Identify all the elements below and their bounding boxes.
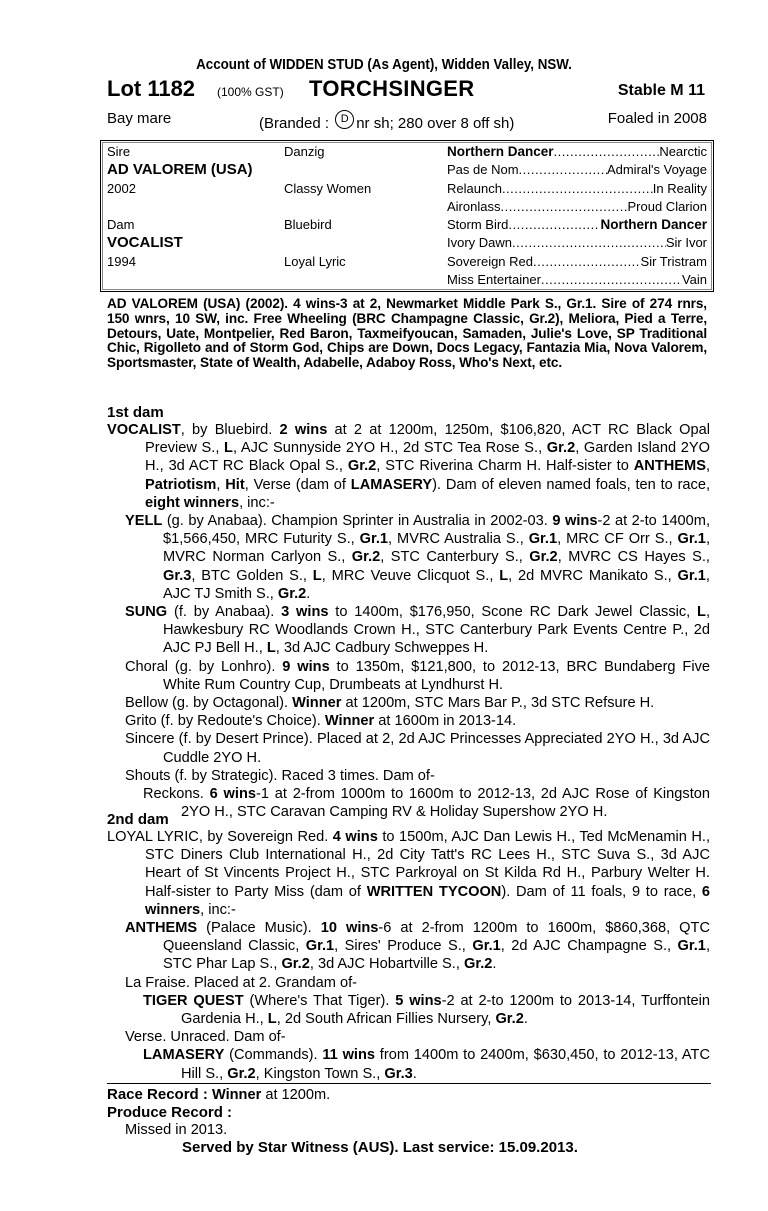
entry-text: , MRC CF Orr S., — [557, 531, 678, 548]
entry-highlight: TIGER QUEST — [143, 992, 244, 1009]
entry-text: , STC Riverina Charm H. Half-sister to — [376, 458, 634, 475]
entry-text: . — [523, 1011, 528, 1028]
entry-highlight: 10 wins — [320, 920, 379, 937]
entry-text: Sincere (f. by Desert Prince). Placed at 2, 2d AJC Princesses Appreciated 2YO H., 3d AJC Cuddle 2YO H. — [125, 731, 710, 766]
entry-highlight: L — [697, 604, 706, 621]
sire-year: 2002 — [107, 180, 136, 196]
entry-highlight: Gr.2 — [546, 440, 576, 457]
entry-highlight: SUNG — [125, 604, 168, 621]
entry-text: . — [492, 956, 497, 973]
entry-text: ). Dam of eleven named foals, ten to race, — [432, 476, 711, 493]
entry-highlight: Patriotism — [145, 476, 217, 493]
pedigree-row — [447, 198, 707, 216]
great-great-grandsire-name: Nearctic — [659, 144, 707, 159]
grandparent-name: Classy Women — [284, 180, 372, 196]
foaled-year: Foaled in 2008 — [607, 110, 707, 127]
entry-highlight: Gr.3 — [384, 1065, 413, 1082]
entry-text: (Where's That Tiger). — [243, 992, 396, 1009]
entry-text: from 1400m to 2400m, $630,450, to 2012-13, ATC Hill S., — [181, 1047, 710, 1082]
entry-text: , Sires' Produce S., — [334, 938, 473, 955]
entry-text: ). Dam of 11 foals, 9 to race, — [501, 883, 702, 900]
entry-highlight: 2 wins — [279, 422, 328, 438]
first-dam-section — [107, 404, 710, 821]
entry-text: , — [705, 458, 710, 475]
entry-highlight: Winner — [324, 713, 375, 730]
entry-text: -1 at 2-from 1000m to 1600m to 2012-13, 2d AJC Rose of Kingston 2YO H., STC Caravan Camping RV & Holiday Supershow 2YO H. — [181, 786, 710, 821]
entry-highlight: Gr.2 — [529, 549, 558, 566]
dam-year: 1994 — [107, 253, 136, 269]
entry-text: (f. by Anabaa). — [167, 604, 282, 621]
grandparent-name: Danzig — [284, 144, 325, 159]
entry-text: Verse. Unraced. Dam of- — [125, 1029, 286, 1046]
entry-text: , MVRC Australia S., — [388, 531, 529, 548]
pedigree-entry — [107, 828, 710, 919]
dot-leader — [508, 216, 600, 234]
entry-highlight: 6 winners — [145, 883, 710, 918]
horse-name: TORCHSINGER — [309, 76, 475, 101]
pedigree-table — [100, 140, 714, 292]
entry-text: , 2d MVRC Manikato S., — [508, 567, 678, 584]
pedigree-entry — [125, 712, 710, 730]
entry-text: (g. by Anabaa). Champion Sprinter in Australia in 2002-03. — [162, 513, 553, 530]
great-great-grandsire-name: Admiral's Voyage — [606, 162, 707, 178]
entry-text: to 1500m, AJC Dan Lewis H., Ted McMenamin H., STC Diners Club International H., 2d City Tatt's RC Lees H., STC Suva S., 3d AJC Heart of St Vincents Project H., STC Parkroyal on St Kilda Rd H., Parbury Welter H. Half-sister to Party Miss (dam of — [145, 829, 710, 900]
pedigree-entry — [125, 919, 710, 974]
pedigree-entry — [125, 767, 710, 785]
pedigree-row — [447, 253, 707, 271]
entry-highlight: Gr.2 — [277, 585, 307, 602]
entry-highlight: L — [499, 567, 509, 584]
entry-text: , MVRC Norman Carlyon S., — [163, 531, 710, 566]
pedigree-entry — [107, 421, 710, 512]
entry-text: , STC Phar Lap S., — [163, 938, 710, 973]
pedigree-row — [447, 161, 707, 179]
entry-highlight: L — [224, 440, 233, 457]
pedigree-entry — [143, 1046, 710, 1082]
entry-highlight: Gr.1 — [677, 938, 706, 955]
entry-highlight: Gr.1 — [677, 567, 706, 584]
entry-text: (Palace Music). — [197, 920, 321, 937]
grandparent-name — [284, 161, 444, 179]
pedigree-row — [447, 143, 707, 161]
pedigree-entry — [125, 603, 710, 658]
pedigree-row — [447, 234, 707, 252]
entry-text: , AJC Sunnyside 2YO H., 2d STC Tea Rose S., — [232, 440, 547, 457]
entry-text: , Hawkesbury RC Woodlands Crown H., STC Canterbury Park Events Centre P., 2d AJC PJ Bell H., — [163, 604, 710, 657]
entry-highlight: Gr.1 — [359, 531, 389, 548]
entry-text: , 2d South African Fillies Nursery, — [276, 1011, 496, 1028]
great-grandparent-name: Relaunch — [447, 180, 502, 196]
entry-highlight: LAMASERY — [143, 1047, 225, 1064]
entry-highlight: L — [312, 567, 322, 584]
entry-highlight: 5 wins — [395, 992, 442, 1009]
great-grandparent-name: Sovereign Red — [447, 253, 533, 269]
entry-text: , by Bluebird. — [180, 422, 280, 438]
great-grandparent-name: Ivory Dawn — [447, 235, 513, 251]
stable-location: Stable M 11 — [617, 82, 705, 99]
pedigree-entry — [125, 658, 710, 694]
grandparent-name — [284, 271, 444, 289]
dot-leader — [519, 161, 607, 179]
entry-highlight: LAMASERY — [350, 476, 433, 493]
entry-highlight: Gr.1 — [677, 531, 706, 548]
pedigree-entry — [125, 694, 710, 712]
entry-text: -2 at 2-to 1200m to 2013-14, Turffontein Gardenia H., — [181, 992, 711, 1028]
race-record-result: Winner — [211, 1087, 262, 1103]
entry-text: , — [216, 476, 226, 493]
entry-highlight: Gr.2 — [347, 458, 377, 475]
dot-leader — [512, 234, 666, 252]
pedigree-row — [447, 271, 707, 289]
service-record: Served by Star Witness (AUS). Last service: 15.09.2013. — [182, 1138, 578, 1156]
pedigree-entry — [125, 974, 710, 992]
great-grandparent-name: Pas de Nom — [447, 162, 519, 178]
pedigree-row — [447, 216, 707, 234]
entry-highlight: Winner — [292, 695, 342, 712]
great-grandparent-name: Miss Entertainer — [447, 272, 541, 288]
entry-highlight: ANTHEMS — [125, 920, 198, 937]
lot-number: Lot 1182 — [107, 76, 196, 101]
dot-leader — [533, 253, 641, 271]
grandparent-name: Bluebird — [284, 217, 332, 233]
records-section — [107, 1086, 707, 1156]
vendor-account: Account of WIDDEN STUD (As Agent), Widden Valley, NSW. — [196, 57, 572, 73]
grandparent-name — [284, 198, 444, 216]
entry-highlight: 9 wins — [552, 513, 598, 530]
entry-text: , STC Canterbury S., — [380, 549, 530, 566]
spacer — [107, 198, 282, 216]
entry-text: , AJC TJ Smith S., — [163, 567, 710, 602]
entry-highlight: Gr.2 — [495, 1011, 524, 1028]
entry-highlight: Gr.2 — [351, 549, 381, 566]
great-great-grandsire-name: In Reality — [652, 180, 707, 196]
brand-prefix: (Branded : — [259, 115, 330, 132]
great-great-grandsire-name: Northern Dancer — [600, 217, 707, 233]
pedigree-row — [447, 180, 707, 198]
produce-record-label: Produce Record : — [107, 1104, 233, 1122]
entry-text: , MVRC CS Hayes S., — [557, 549, 710, 566]
brand-description — [259, 110, 514, 132]
great-great-grandsire-name: Vain — [681, 272, 707, 288]
sire-label: Sire — [107, 144, 131, 159]
produce-record-entry: Missed in 2013. — [125, 1121, 228, 1138]
dam-label: Dam — [107, 217, 135, 233]
entry-text: , Kingston Town S., — [255, 1065, 385, 1082]
entry-highlight: Gr.3 — [163, 567, 192, 584]
great-grandparent-name: Storm Bird — [447, 217, 509, 233]
entry-highlight: VOCALIST — [107, 422, 181, 438]
race-record-detail: at 1200m. — [265, 1087, 331, 1103]
entry-highlight: L — [266, 640, 276, 657]
pedigree-grandparents-column — [284, 143, 444, 289]
dam-name: VOCALIST — [107, 234, 183, 252]
sire-name: AD VALOREM (USA) — [107, 161, 253, 179]
entry-text: , 3d AJC Hobartville S., — [309, 956, 464, 973]
entry-highlight: ANTHEMS — [633, 458, 706, 475]
entry-highlight: 3 wins — [281, 604, 329, 621]
entry-text: Shouts (f. by Strategic). Raced 3 times. Dam of- — [125, 767, 435, 784]
entry-text: La Fraise. Placed at 2. Grandam of- — [125, 974, 357, 991]
entry-text: Grito (f. by Redoute's Choice). — [125, 713, 325, 730]
brand-symbol-icon: D — [335, 110, 354, 129]
lot-header — [107, 76, 707, 104]
entry-highlight: YELL — [125, 513, 163, 530]
pedigree-great-grandparents-column — [447, 143, 707, 289]
entry-highlight: Gr.2 — [463, 956, 493, 973]
second-dam-section — [107, 811, 710, 1083]
sire-summary: AD VALOREM (USA) (2002). 4 wins-3 at 2, Newmarket Middle Park S., Gr.1. Sire of 274 rnrs, 150 wnrs, 10 SW, inc. Free Wheeling (BRC Champagne Classic, Gr.2), Meliora, Pied a Terre, Detours, Uate, Montpelier, Red Baron, Taxmeifyoucan, Samaden, Julie's Love, SP Traditional Chic, Rigolleto and of Storm God, Chips are Down, Docs Legacy, Fantazia Mia, Nova Valorem, Sportsmaster, State of Wealth, Adabelle, Adaboy Ross, Who's Next, etc. — [107, 296, 707, 371]
great-great-grandsire-name: Sir Tristram — [640, 253, 707, 269]
entry-highlight: Gr.1 — [528, 531, 558, 548]
pedigree-entry — [143, 992, 710, 1028]
entry-text: , MRC Veuve Clicquot S., — [321, 567, 500, 584]
gst-note: (100% GST) — [217, 85, 284, 99]
pedigree-parents-column — [107, 143, 282, 271]
entry-text: , inc:- — [239, 494, 275, 511]
entry-text: at 1200m, STC Mars Bar P., 3d STC Refsure H. — [341, 695, 655, 712]
pedigree-entry — [125, 730, 710, 766]
entry-highlight: 11 wins — [322, 1047, 375, 1064]
race-record — [107, 1086, 707, 1104]
section-heading: 1st dam — [107, 404, 164, 421]
entry-highlight: Gr.1 — [472, 938, 501, 955]
entry-text: -2 at 2-to 1400m, $1,566,450, MRC Futurity S., — [163, 513, 711, 548]
entry-text: , 2d AJC Champagne S., — [500, 938, 678, 955]
entry-text: to 1350m, $121,800, to 2012-13, BRC Bundaberg Five White Rum Country Cup, Drumbeats at Lyndhurst H. — [163, 658, 710, 693]
entry-text: . — [306, 585, 311, 602]
dot-leader — [554, 143, 660, 161]
brand-suffix: nr sh; 280 over 8 off sh) — [356, 115, 515, 132]
entry-text: Choral (g. by Lonhro). — [125, 658, 283, 675]
pedigree-entry — [125, 512, 710, 603]
entry-text: , Garden Island 2YO H., 3d ACT RC Black Opal S., — [145, 440, 711, 475]
entry-highlight: Gr.2 — [227, 1065, 256, 1082]
great-great-grandsire-name: Proud Clarion — [627, 198, 707, 214]
entry-highlight: Hit — [225, 476, 245, 493]
entry-highlight: L — [267, 1011, 277, 1028]
entry-highlight: Gr.2 — [281, 956, 310, 973]
entry-text: , inc:- — [200, 901, 236, 918]
entry-text: Bellow (g. by Octagonal). — [125, 695, 293, 712]
entry-text: , 3d AJC Cadbury Schweppes H. — [275, 640, 489, 657]
entry-text: -6 at 2-from 1200m to 1600m, $860,368, QTC Queensland Classic, — [163, 920, 710, 955]
pedigree-entry — [125, 1028, 710, 1046]
entry-highlight: 6 wins — [209, 786, 256, 803]
entry-text: at 2 at 1200m, 1250m, $106,820, ACT RC Black Opal Preview S., — [145, 422, 710, 457]
entry-text: , BTC Golden S., — [191, 567, 313, 584]
dot-leader — [500, 198, 627, 216]
entry-text: . — [412, 1065, 417, 1082]
entry-text: (Commands). — [224, 1047, 323, 1064]
great-grandparent-name: Aironlass — [447, 198, 501, 214]
entry-highlight: WRITTEN TYCOON — [366, 883, 502, 900]
entry-text: to 1400m, $176,950, Scone RC Dark Jewel Classic, — [328, 604, 698, 621]
entry-highlight: eight winners — [145, 494, 240, 511]
entry-text: , Verse (dam of — [244, 476, 351, 493]
entry-highlight: 4 wins — [332, 829, 378, 845]
section-heading: 2nd dam — [107, 811, 169, 828]
divider — [107, 1083, 711, 1084]
entry-highlight: Gr.1 — [305, 938, 335, 955]
dot-leader — [502, 180, 653, 198]
great-grandparent-name: Northern Dancer — [447, 144, 554, 159]
race-record-label: Race Record : — [107, 1086, 208, 1103]
grandparent-name: Loyal Lyric — [284, 253, 346, 269]
great-great-grandsire-name: Sir Ivor — [665, 235, 707, 251]
entry-text: LOYAL LYRIC, by Sovereign Red. — [107, 829, 333, 845]
dot-leader — [541, 271, 682, 289]
grandparent-name — [284, 234, 444, 252]
entry-highlight: 9 wins — [282, 658, 330, 675]
entry-text: at 1600m in 2013-14. — [374, 713, 517, 730]
entry-text: Reckons. — [143, 786, 210, 803]
colour-sex: Bay mare — [107, 110, 172, 127]
